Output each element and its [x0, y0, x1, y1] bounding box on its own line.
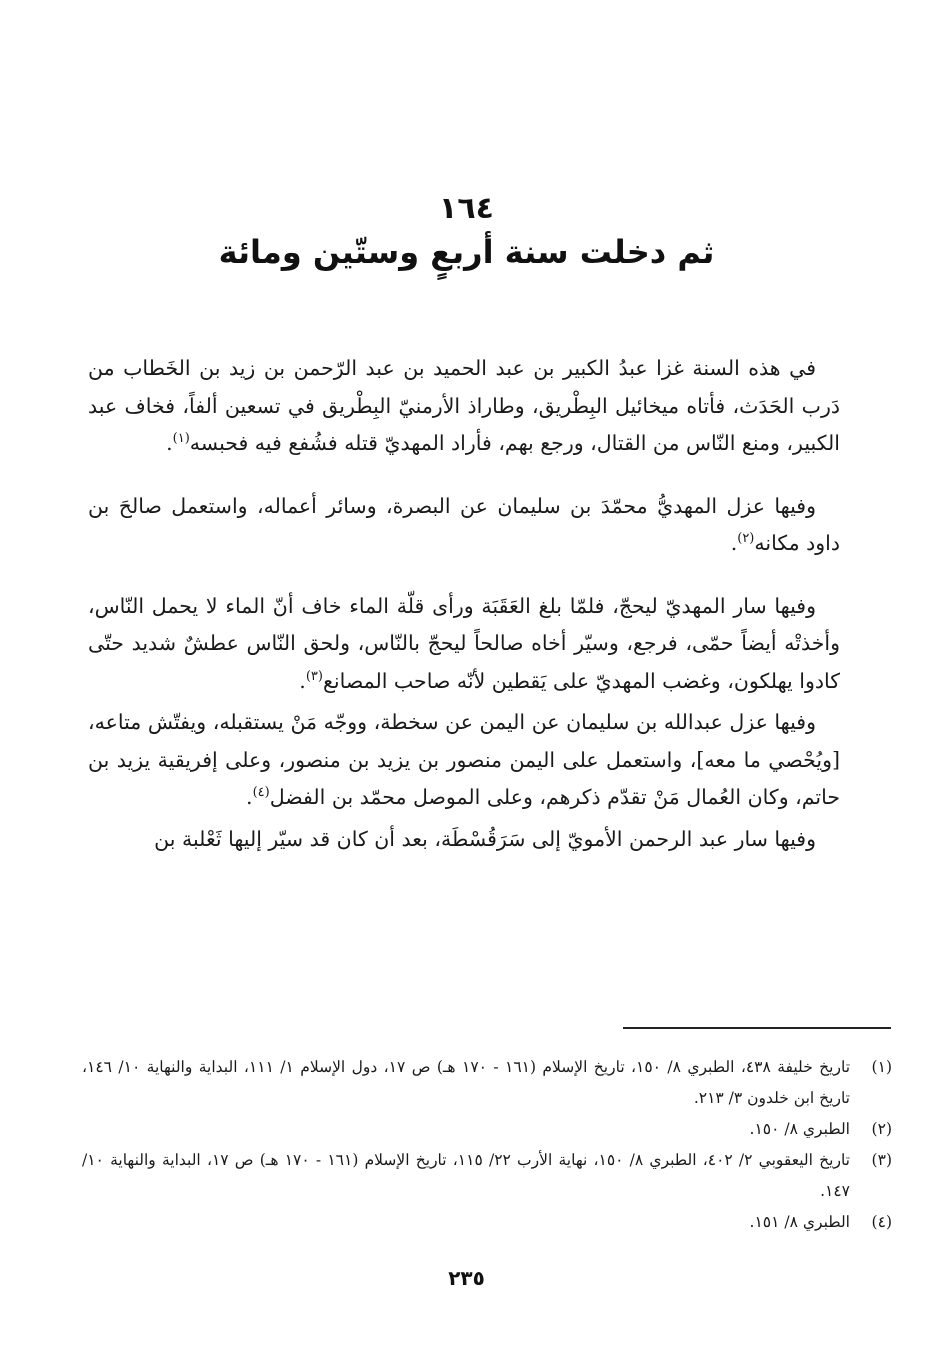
footnote-text: الطبري ٨/ ١٥١. — [749, 1213, 850, 1231]
paragraph-text: وفيها عزل عبدالله بن سليمان عن اليمن عن سخطة، ووجّه مَنْ يستقبله، ويفتّش متاعه، [ويُحْصي ما معه]، واستعمل على اليمن منصور بن يزيد بن منصور، وعلى إفريقية يزيد بن حاتم، وكان العُمال مَنْ تقدّم ذكرهم، وعلى الموصل محمّد بن الفضل — [88, 710, 840, 809]
footnote-text: تاريخ اليعقوبي ٢/ ٤٠٢، الطبري ٨/ ١٥٠، نهاية الأرب ٢٢/ ١١٥، تاريخ الإسلام (١٦١ - ١٧٠ هـ) ص ١٧، البداية والنهاية ١٠/ ١٤٧. — [82, 1151, 850, 1200]
footnote-separator — [623, 1027, 891, 1029]
footnote-ref: (٢) — [737, 531, 755, 547]
footnote — [82, 1145, 892, 1207]
footnote-number: (٤) — [871, 1213, 892, 1231]
footnote — [82, 1207, 892, 1238]
paragraph — [88, 588, 840, 701]
footnote-number: (٢) — [871, 1120, 892, 1138]
chapter-heading — [0, 190, 933, 274]
paragraph-text: في هذه السنة غزا عبدُ الكبير بن عبد الحميد بن عبد الرّحمن بن زيد بن الخَطاب من دَرب الحَدَث، فأتاه ميخائيل البِطْريق، وطاراذ الأرمنيّ البِطْريق في تسعين ألفاً، فخاف عبد الكبير، ومنع النّاس من القتال، ورجع بهم، فأراد المهديّ قتله فشُفع فيه فحبسه — [88, 356, 840, 455]
footnote-number: (٣) — [871, 1151, 892, 1169]
paragraph — [88, 821, 840, 859]
footnote-ref: (٣) — [305, 668, 323, 684]
paragraph-text: وفيها عزل المهديُّ محمّدَ بن سليمان عن البصرة، وسائر أعماله، واستعمل صالحَ بن داود مكانه — [88, 493, 840, 555]
footnote-ref: (٤) — [252, 785, 270, 801]
page-number: ٢٣٥ — [448, 1266, 485, 1290]
chapter-title: ثم دخلت سنة أربعٍ وستّين ومائة — [218, 233, 715, 271]
footnote-text: الطبري ٨/ ١٥٠. — [749, 1120, 850, 1138]
paragraph — [88, 350, 840, 463]
paragraph-end: . — [246, 785, 253, 809]
footnote — [82, 1052, 892, 1114]
paragraph — [88, 704, 840, 817]
footnote — [82, 1114, 892, 1145]
footnote-number: (١) — [871, 1058, 892, 1076]
year-number: ١٦٤ — [439, 191, 494, 226]
paragraph — [88, 488, 840, 563]
main-text — [88, 350, 840, 883]
paragraph-text: وفيها سار عبد الرحمن الأمويّ إلى سَرَقُسْطَة، بعد أن كان قد سيّر إليها ثَعْلبة بن — [154, 826, 816, 851]
paragraph-end: . — [166, 431, 173, 455]
paragraph-text: وفيها سار المهديّ ليحجّ، فلمّا بلغ العَقَبَة ورأى قلّة الماء خاف أنّ الماء لا يحمل النّاس، وأخذتْه أيضاً حمّى، فرجع، وسيّر أخاه صالحاً ليحجّ بالنّاس، ولحق النّاس عطشٌ شديد حتّى كادوا يهلكون، وغضب المهديّ على يَقطين لأنّه صاحب المصانع — [88, 593, 840, 693]
paragraph-end: . — [730, 531, 738, 555]
paragraph-end: . — [299, 668, 306, 693]
footnote-text: تاريخ خليفة ٤٣٨، الطبري ٨/ ١٥٠، تاريخ الإسلام (١٦١ - ١٧٠ هـ) ص ١٧، دول الإسلام ١/ ١١١، البداية والنهاية ١٠/ ١٤٦، تاريخ ابن خلدون ٣/ ٢١٣. — [82, 1058, 851, 1107]
footnotes — [82, 1052, 892, 1238]
footnote-ref: (١) — [172, 431, 190, 447]
